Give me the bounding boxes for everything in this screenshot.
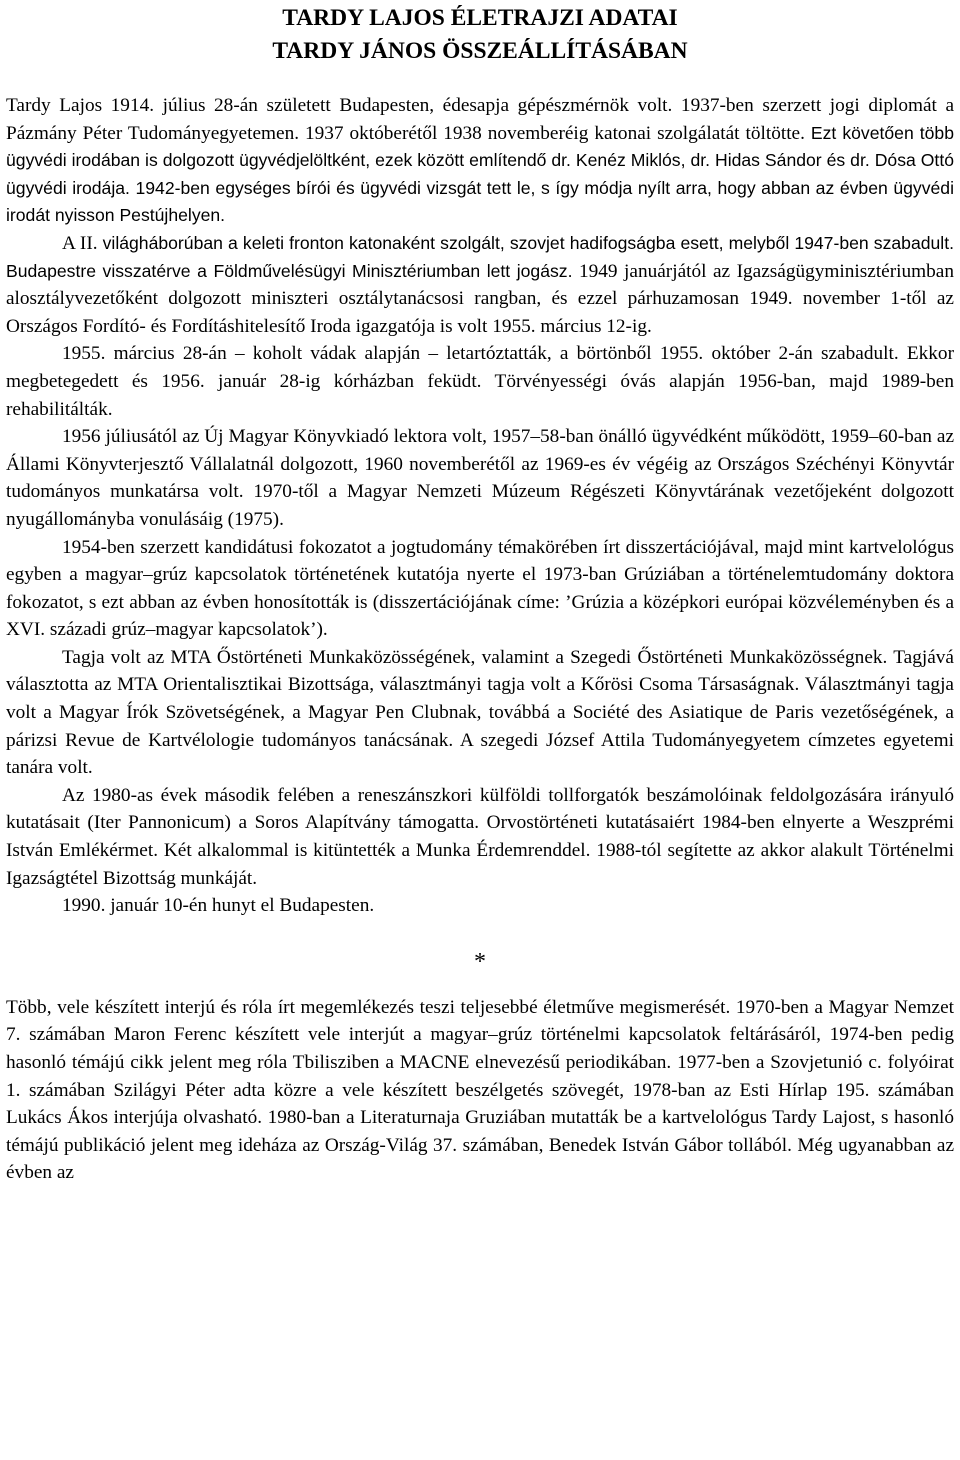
title-line-1: TARDY LAJOS ÉLETRAJZI ADATAI <box>282 5 678 31</box>
paragraph-science: 1954-ben szerzett kandidátusi fokozatot a jogtudomány témakörében írt disszertációjával, majd mint kartvelológus egyben a magyar–grúz kapcsolatok történetének kutatója nyerte el 1973-ban Grúziában a történelemtudomány doktora fokozatot, s ezt abban az évben honosították is (disszertációjának címe: ’Grúzia a középkori európai közvéleményben és a XVI. századi grúz–magyar kapcsolatok’). <box>6 536 954 641</box>
paragraph-death: 1990. január 10-én hunyt el Budapesten. <box>62 895 375 917</box>
war-part-1: A II. <box>62 232 103 254</box>
title-line-2: TARDY JÁNOS ÖSSZEÁLLÍTÁSÁBAN <box>272 38 688 64</box>
paragraph-intro <box>6 92 954 230</box>
war-part-2: világháborúban a keleti fronton katonaként szolgált, szovjet hadifogságba esett, melyből 1947-ben szabadult. Budapestre visszatérve a Földművelésügyi Minisztériumban lett jogász. <box>6 232 954 281</box>
war-part-3: 1949 januárjától az Igazságügyminisztériumban alosztályvezetőként dolgozott miniszteri osztálytanácsosi rangban, és ezzel párhuzamosan 1949. november 1-től az Országos Fordító- és Fordításhitelesítő Iroda igazgatója is volt 1955. március 12-ig. <box>6 260 954 337</box>
page-title <box>6 2 954 68</box>
document-page <box>6 0 954 1187</box>
paragraph-war <box>6 230 954 340</box>
paragraph-awards: Az 1980-as évek második felében a reneszánszkori külföldi tollforgatók beszámolóinak feldolgozására irányuló kutatásait (Iter Pannonicum) a Soros Alapítvány támogatta. Orvostörténeti kutatásaiért 1984-ben elnyerte a Weszprémi István Emlékérmet. Két alkalommal is kitüntették a Munka Érdemrenddel. 1988-tól segítette az akkor alakult Történelmi Igazságtétel Bizottság munkáját. <box>6 784 954 889</box>
paragraph-arrest: 1955. március 28-án – koholt vádak alapján – letartóztatták, a börtönből 1955. október 2-án szabadult. Ekkor megbetegedett és 1956. január 28-ig kórházban feküdt. Törvényességi óvás alapján 1956-ban, majd 1989-ben rehabilitálták. <box>6 343 954 420</box>
section-separator: * <box>474 948 486 975</box>
paragraph-membership: Tagja volt az MTA Őstörténeti Munkaközösségének, valamint a Szegedi Őstörténeti Munkaközösségnek. Tagjává választotta az MTA Orientalisztikai Bizottsága, választmányi tagja volt a Kőrösi Csoma Társaságnak. Választmányi tagja volt a Magyar Írók Szövetségének, a Magyar Pen Clubnak, továbbá a Société des Asiatique de Paris vezetőségének, a párizsi Revue de Kartvélologie tudományos tanácsának. A szegedi József Attila Tudományegyetem címzetes egyetemi tanára volt. <box>6 646 954 779</box>
paragraph-career: 1956 júliusától az Új Magyar Könyvkiadó lektora volt, 1957–58-ban önálló ügyvédként működött, 1959–60-ban az Állami Könyvterjesztő Vállalatnál dolgozott, 1960 novemberétől az 1969-es év végéig az Országos Széchényi Könyvtár tudományos munkatársa volt. 1970-től a Magyar Nemzeti Múzeum Régészeti Könyvtárának vezetőjeként dolgozott nyugállományba vonulásáig (1975). <box>6 426 954 530</box>
paragraph-later-works: Több, vele készített interjú és róla írt megemlékezés teszi teljesebbé életműve megismerését. 1970-ben a Magyar Nemzet 7. számában Maron Ferenc készített vele interjút a magyar–grúz történelmi kapcsolatok feltárásáról, 1974-ben pedig hasonló témájú cikk jelent meg róla Tbilisziben a MACNE elnevezésű periodikában. 1977-ben a Szovjetunió c. folyóirat 1. számában Szilágyi Péter adta közre a vele készített beszélgetés szövegét, 1978-ban az Esti Hírlap 195. számában Lukács Ákos interjúja olvasható. 1980-ban a Literaturnaja Gruziában mutatták be a kartvelológus Tardy Lajost, s hasonló témájú publikáció jelent meg ideháza az Ország-Világ 37. számában, Benedek István Gábor tollából. Még ugyanabban az évben az <box>6 996 954 1184</box>
intro-part-1: Tardy Lajos 1914. július 28-án született Budapesten, édesapja gépészmérnök volt. 1937-ben szerzett jogi diplomát a Pázmány Péter Tudományegyetemen. 1937 októberétől 1938 novemberéig katonai szolgálatát töltötte. <box>6 95 954 144</box>
intro-part-2: Ezt követően több ügyvédi irodában is dolgozott ügyvédjelöltként, ezek között említendő dr. Kenéz Miklós, dr. Hidas Sándor és dr. Dósa Ottó ügyvédi irodája. 1942-ben egységes bírói és ügyvédi vizsgát tett le, s így módja nyílt arra, hogy abban az évben ügyvédi irodát nyisson Pestújhelyen. <box>6 122 954 226</box>
